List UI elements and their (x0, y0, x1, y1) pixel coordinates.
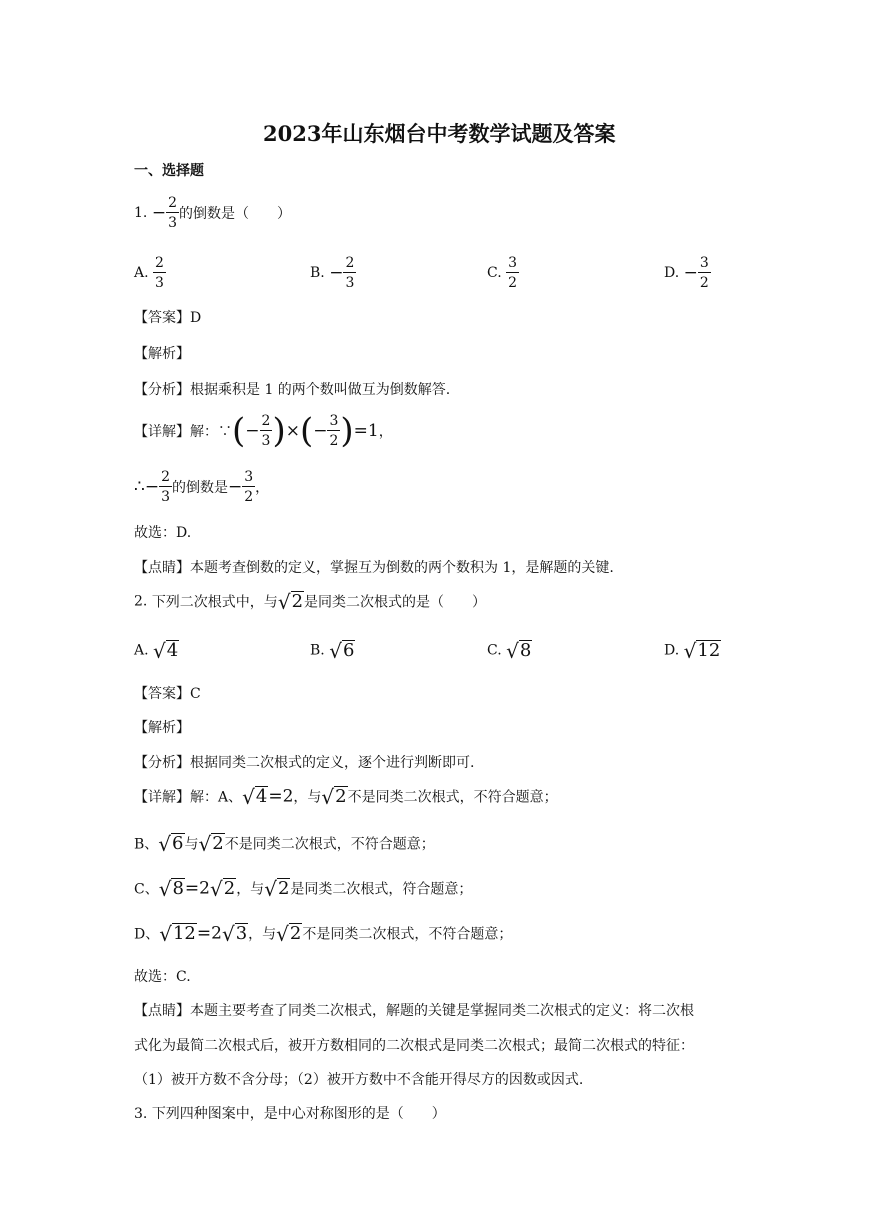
q1-jiexi: 【解析】 (134, 346, 190, 362)
section-heading: 一、选择题 (134, 163, 204, 179)
q2-fenxi: 【分析】根据同类二次根式的定义，逐个进行判断即可. (134, 755, 475, 771)
q2-xiangjie-a: 【详解】解：A、 √ 4 =2，与 √ 2 不是同类二次根式，不符合题意； (134, 784, 558, 809)
q2-option-a[interactable]: A. √ 4 (134, 638, 179, 663)
q2-dianjing-2: 式化为最简二次根式后，被开方数相同的二次根式是同类二次根式；最简二次根式的特征： (134, 1038, 694, 1054)
q2-xiangjie-b: B、 √ 6 与 √ 2 不是同类二次根式，不符合题意； (134, 831, 435, 856)
q1-option-d[interactable]: D. − $\frac{3}{2}$ (664, 255, 709, 291)
q2-dianjing-1: 【点睛】本题主要考查了同类二次根式，解题的关键是掌握同类二次根式的定义：将二次根 (134, 1003, 694, 1019)
question-3: 3. 下列四种图案中，是中心对称图形的是（ ） (134, 1106, 446, 1122)
q1-option-c[interactable]: C. $\frac{3}{2}$ (487, 255, 518, 291)
q1-option-b[interactable]: B. − $\frac{2}{3}$ (310, 255, 355, 291)
minus-sign: − (151, 203, 167, 223)
question-1 (134, 196, 291, 230)
question-stem: 的倒数是（ ） (178, 206, 291, 222)
q2-xiangjie-c: C、 √ 8 =2 √ 2 ，与 √ 2 是同类二次根式，符合题意； (134, 876, 473, 901)
q2-option-c[interactable]: C. √ 8 (487, 638, 532, 663)
q1-guxuan: 故选：D. (134, 525, 192, 541)
q1-dianjing: 【点睛】本题考查倒数的定义，掌握互为倒数的两个数积为 1，是解题的关键. (134, 560, 614, 576)
q1-fenxi: 【分析】根据乘积是 1 的两个数叫做互为倒数解答. (134, 382, 451, 398)
q2-jiexi: 【解析】 (134, 720, 190, 736)
q1-answer: 【答案】D (134, 310, 202, 326)
question-2: 2. 下列二次根式中，与 √ 2 是同类二次根式的是（ ） (134, 589, 487, 614)
q1-therefore: ∴− $\frac{2}{3}$ 的倒数是− $\frac{3}{2}$ ， (134, 469, 270, 505)
q2-dianjing-3: （1）被开方数不含分母；（2）被开方数中不含能开得尽方的因数或因式. (134, 1072, 584, 1088)
q1-xiangjie: 【详解】解：∵(− $\frac{2}{3}$ )×(− $\frac{3}{2}$ )=1， (134, 411, 393, 451)
fraction: $\frac{2}{3}$ (168, 195, 177, 231)
q2-answer: 【答案】C (134, 686, 201, 702)
q1-option-a[interactable]: A. $\frac{2}{3}$ (134, 255, 164, 291)
q2-xiangjie-d: D、 √ 12 =2 √ 3 ，与 √ 2 不是同类二次根式，不符合题意； (134, 921, 513, 946)
question-number: 1. (134, 205, 148, 221)
page-title: 2023年山东烟台中考数学试题及答案 (263, 121, 616, 146)
q2-option-b[interactable]: B. √ 6 (310, 638, 355, 663)
q2-option-d[interactable]: D. √ 12 (664, 638, 721, 663)
q2-guxuan: 故选：C. (134, 969, 191, 985)
